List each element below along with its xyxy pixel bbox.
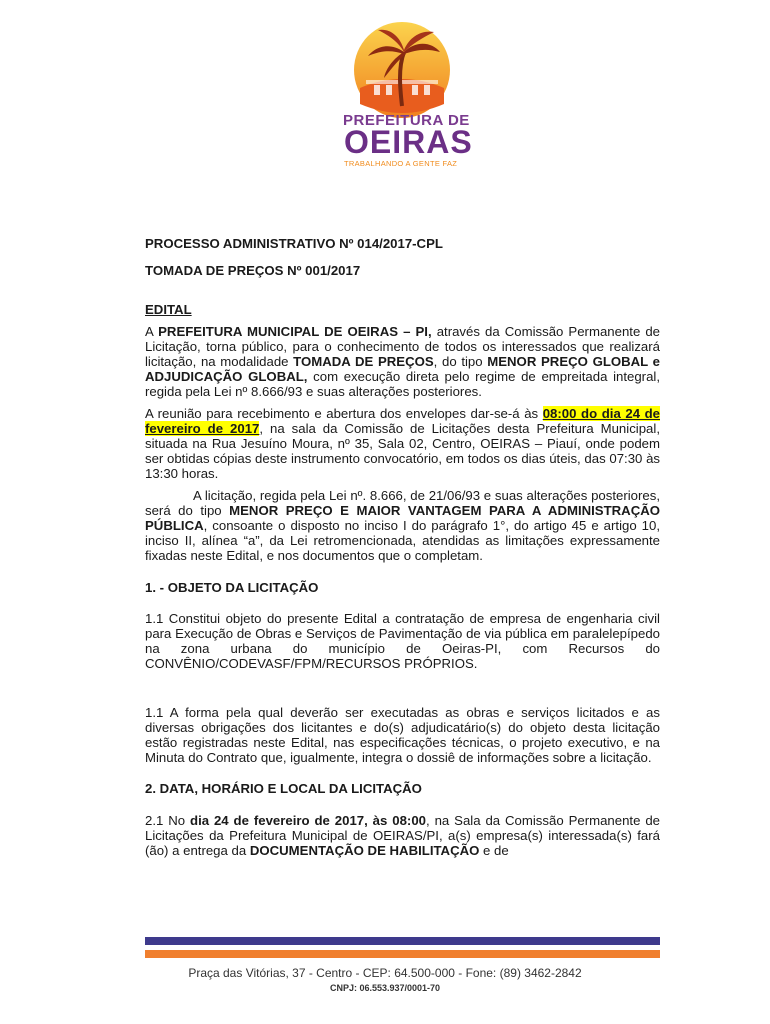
section-1-paragraph-2: 1.1 A forma pela qual deverão ser executadas as obras e serviços licitados e as diversas obrigações dos licitantes e do(s) adjudicatário(s) do objeto desta licitação estão registradas neste Edital, nas especificações técnicas, o projeto executivo, e na Minuta do Contrato que, igualmente, integra o dossiê de informações sobre a licitação. xyxy=(145,704,660,766)
logo-text-prefeitura: PREFEITURA DE xyxy=(343,112,470,129)
edital-paragraph-1: A PREFEITURA MUNICIPAL DE OEIRAS – PI, através da Comissão Permanente de Licitação, torna público, para o conhecimento de todos os interessados que realizará licitação, na modalidade TOMADA DE PREÇOS, do tipo MENOR PREÇO GLOBAL e ADJUDICAÇÃO GLOBAL, com execução direta pelo regime de empreitada integral, regida pela Lei nº 8.666/93 e suas alterações posteriores. xyxy=(145,323,661,400)
section-2-title: 2. DATA, HORÁRIO E LOCAL DA LICITAÇÃO xyxy=(145,781,422,797)
edital-paragraph-2: A reunião para recebimento e abertura dos envelopes dar-se-á às 08:00 do dia 24 de fevereiro de 2017, na sala da Comissão de Licitações desta Prefeitura Municipal, situada na Rua Jesuíno Moura, nº 35, Sala 02, Centro, OEIRAS – Piauí, onde podem ser obtidas cópias deste instrumento convocatório, em todos os dias úteis, das 07:30 às 13:30 horas. xyxy=(145,405,660,482)
prefeitura-logo xyxy=(330,18,475,168)
logo-emblem-icon xyxy=(330,18,475,118)
logo-text-oeiras: OEIRAS xyxy=(344,124,473,160)
section-2-paragraph-1: 2.1 No dia 24 de fevereiro de 2017, às 08:00, na Sala da Comissão Permanente de Licitações da Prefeitura Municipal de OEIRAS/PI, a(s) empresa(s) interessada(s) fará (ão) a entrega da DOCUMENTAÇÃO DE HABILITAÇÃO e de xyxy=(145,812,660,859)
logo-slogan: TRABALHANDO A GENTE FAZ xyxy=(344,159,458,168)
tomada-heading: TOMADA DE PREÇOS Nº 001/2017 xyxy=(145,263,361,279)
footer-cnpj: CNPJ: 06.553.937/0001-70 xyxy=(329,983,441,993)
document-body xyxy=(145,236,660,858)
section-1-paragraph-1: 1.1 Constitui objeto do presente Edital a contratação de empresa de engenharia civil para Execução de Obras e Serviços de Pavimentação de via pública em paralelepípedo na zona urbana do município de Oeiras-PI, com Recursos do CONVÊNIO/CODEVASF/FPM/RECURSOS PRÓPRIOS. xyxy=(145,610,660,672)
processo-heading: PROCESSO ADMINISTRATIVO Nº 014/2017-CPL xyxy=(145,236,443,251)
edital-title: EDITAL xyxy=(145,302,192,318)
footer-address: Praça das Vitórias, 37 - Centro - CEP: 64.500-000 - Fone: (89) 3462-2842 xyxy=(188,966,582,980)
section-1-title: 1. - OBJETO DA LICITAÇÃO xyxy=(145,579,319,595)
highlighted-date: 08:00 do dia 24 de fevereiro de 2017 xyxy=(145,405,660,436)
footer-bar-purple xyxy=(145,937,660,945)
edital-paragraph-3: A licitação, regida pela Lei nº. 8.666, de 21/06/93 e suas alterações posteriores, será do tipo MENOR PREÇO E MAIOR VANTAGEM PARA A ADMINISTRAÇÃO PÚBLICA, consoante o disposto no inciso I do parágrafo 1°, do artigo 45 e artigo 10, inciso II, alínea “a”, da Lei retromencionada, atendidas as limitações expressamente fixadas neste Edital, e nos documentos que o completam. xyxy=(145,487,661,564)
footer-bar-orange xyxy=(145,950,660,958)
